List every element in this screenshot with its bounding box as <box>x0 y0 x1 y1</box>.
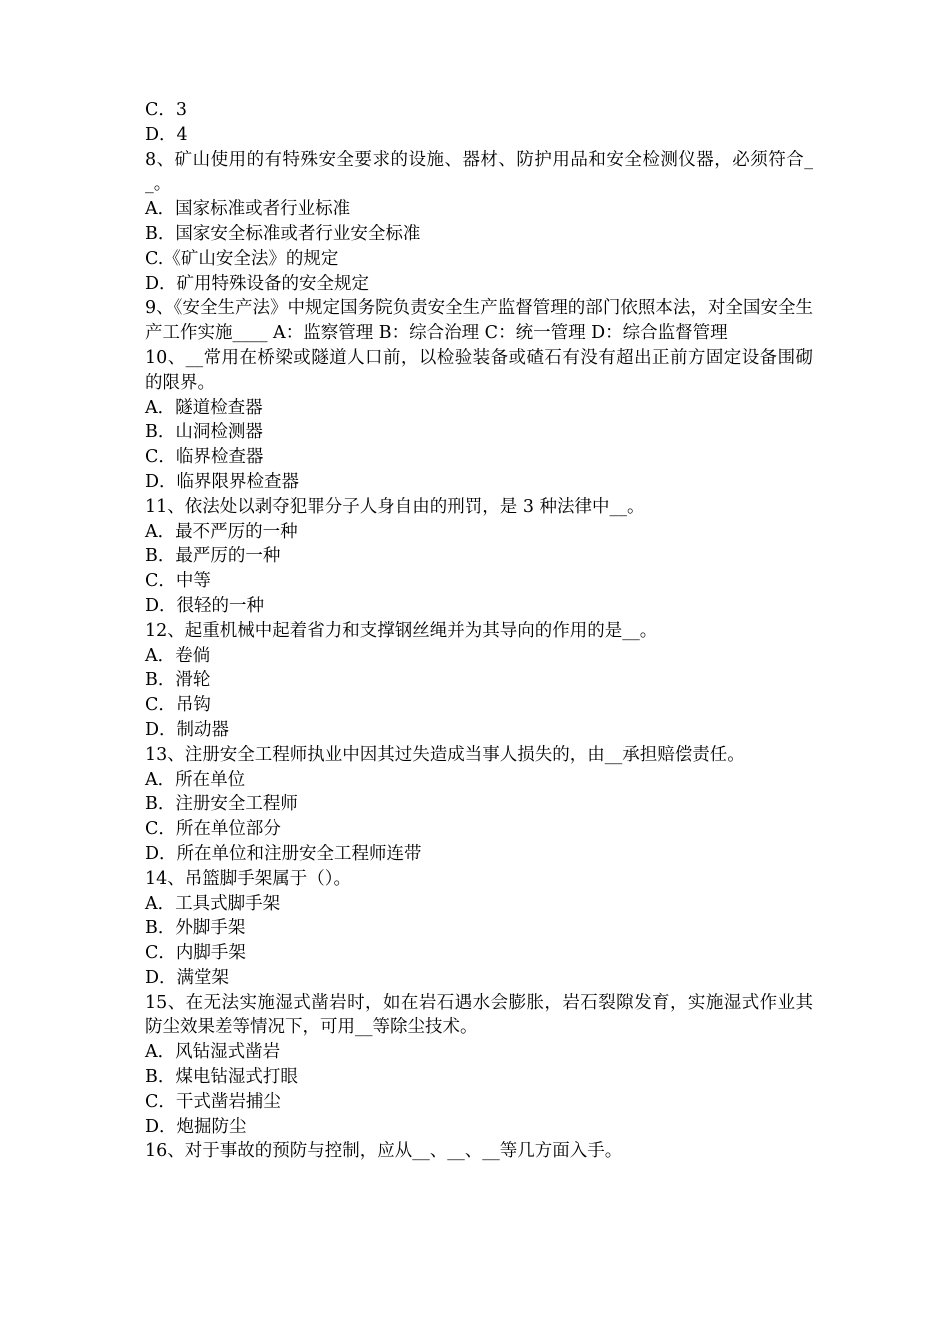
answer-option: D．临界限界检查器 <box>145 471 300 492</box>
question-text: 15、在无法实施湿式凿岩时，如在岩石遇水会膨胀，岩石裂隙发育，实施湿式作业其防尘效果差等情况下，可用__等除尘技术。 <box>145 992 813 1038</box>
answer-option: C．3 <box>145 100 188 120</box>
question-text: 9、《安全生产法》中规定国务院负责安全生产监督管理的部门依照本法，对全国安全生产工作实施____ A：监察管理 B：综合治理 C：统一管理 D：综合监督管理 <box>145 298 813 344</box>
answer-option: D．满堂架 <box>145 967 230 988</box>
answer-option: B．外脚手架 <box>145 918 246 939</box>
answer-option: A．工具式脚手架 <box>145 893 281 914</box>
answer-option: B．山洞检测器 <box>145 422 263 443</box>
document-page <box>145 98 813 1164</box>
answer-option: A．隧道检查器 <box>145 397 263 418</box>
answer-option: B．滑轮 <box>145 670 211 691</box>
question-text: 10、__常用在桥梁或隧道人口前，以检验装备或碴石有没有超出正前方固定设备围砌的限界。 <box>145 347 813 393</box>
answer-option: B．注册安全工程师 <box>145 794 298 815</box>
question-text: 12、起重机械中起着省力和支撑钢丝绳并为其导向的作用的是__。 <box>145 620 658 641</box>
answer-option: A．所在单位 <box>145 769 246 790</box>
answer-option: A．最不严厉的一种 <box>145 521 298 542</box>
answer-option: A．卷倘 <box>145 645 211 666</box>
question-text: 14、吊篮脚手架属于（）。 <box>145 868 352 889</box>
answer-option: D．制动器 <box>145 719 230 740</box>
answer-option: C．吊钩 <box>145 695 211 716</box>
answer-option: B．最严厉的一种 <box>145 546 281 567</box>
answer-option: C．中等 <box>145 571 211 592</box>
question-text: 16、对于事故的预防与控制，应从__、__、__等几方面入手。 <box>145 1141 623 1162</box>
answer-option: D．很轻的一种 <box>145 595 265 616</box>
question-text: 13、注册安全工程师执业中因其过失造成当事人损失的，由__承担赔偿责任。 <box>145 744 745 765</box>
question-text: 8、矿山使用的有特殊安全要求的设施、器材、防护用品和安全检测仪器，必须符合__。 <box>145 149 813 195</box>
answer-option: D．矿用特殊设备的安全规定 <box>145 273 370 294</box>
answer-option: D．4 <box>145 124 188 145</box>
answer-option: A．风钻湿式凿岩 <box>145 1042 281 1063</box>
answer-option: D．所在单位和注册安全工程师连带 <box>145 843 422 864</box>
answer-option: C．临界检查器 <box>145 447 264 468</box>
answer-option: C.《矿山安全法》的规定 <box>145 248 339 269</box>
question-text: 11、依法处以剥夺犯罪分子人身自由的刑罚，是 3 种法律中__。 <box>145 496 645 517</box>
answer-option: C．内脚手架 <box>145 943 246 964</box>
answer-option: B．国家安全标准或者行业安全标准 <box>145 223 421 244</box>
answer-option: C．干式凿岩捕尘 <box>145 1091 281 1112</box>
answer-option: A．国家标准或者行业标准 <box>145 199 351 220</box>
answer-option: C．所在单位部分 <box>145 819 281 840</box>
answer-option: B．煤电钻湿式打眼 <box>145 1067 298 1088</box>
answer-option: D．炮掘防尘 <box>145 1116 247 1137</box>
